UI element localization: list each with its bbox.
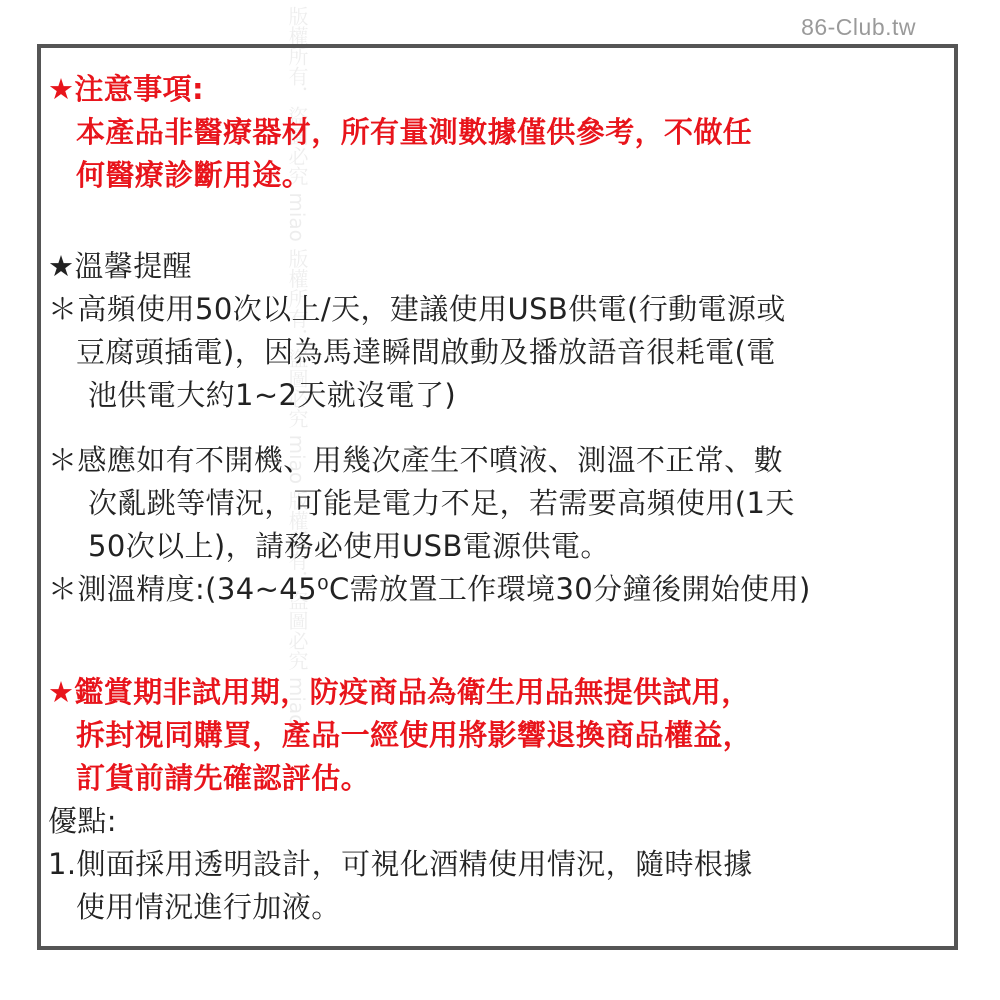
notice-section xyxy=(48,68,953,197)
reminder-item-line: 次亂跳等情況，可能是電力不足，若需要高頻使用(1天 xyxy=(88,486,795,520)
trial-line: 拆封視同購買，產品一經使用將影響退換商品權益， xyxy=(76,718,753,752)
reminder-section xyxy=(48,245,953,611)
reminder-item-line: ＊高頻使用50次以上/天，建議使用USB供電(行動電源或 xyxy=(48,292,786,326)
advantages-line: 1.側面採用透明設計，可視化酒精使用情況，隨時根據 xyxy=(48,847,753,881)
notice-title: ★注意事項: xyxy=(48,72,204,106)
reminder-item-line: ＊測溫精度:(34~45⁰C需放置工作環境30分鐘後開始使用) xyxy=(48,572,811,606)
notice-content xyxy=(48,68,953,929)
reminder-item-line: 50次以上)，請務必使用USB電源供電。 xyxy=(88,529,610,563)
site-watermark-text: 86-Club.tw xyxy=(801,14,916,40)
notice-line: 本產品非醫療器材，所有量測數據僅供參考，不做任 xyxy=(76,115,753,149)
reminder-title: ★溫馨提醒 xyxy=(48,249,192,283)
reminder-item-line: 豆腐頭插電)，因為馬達瞬間啟動及播放語音很耗電(電 xyxy=(76,335,776,369)
advantages-line: 使用情況進行加液。 xyxy=(76,890,341,924)
advantages-title: 優點: xyxy=(48,804,117,838)
trial-line: 訂貨前請先確認評估。 xyxy=(76,761,371,795)
advantages-section xyxy=(48,800,953,929)
reminder-item-line: 池供電大約1~2天就沒電了) xyxy=(88,378,457,412)
trial-line: ★鑑賞期非試用期，防疫商品為衛生用品無提供試用， xyxy=(48,675,751,709)
notice-line: 何醫療診斷用途。 xyxy=(76,158,312,192)
trial-section xyxy=(48,671,953,800)
reminder-item-line: ＊感應如有不開機、用幾次產生不噴液、測溫不正常、數 xyxy=(48,443,784,477)
watermark-text: 版權所有．盜圖必究 miao 版權所有．盜圖必究 miao 版權所有．盜圖必究 miao xyxy=(285,6,309,727)
